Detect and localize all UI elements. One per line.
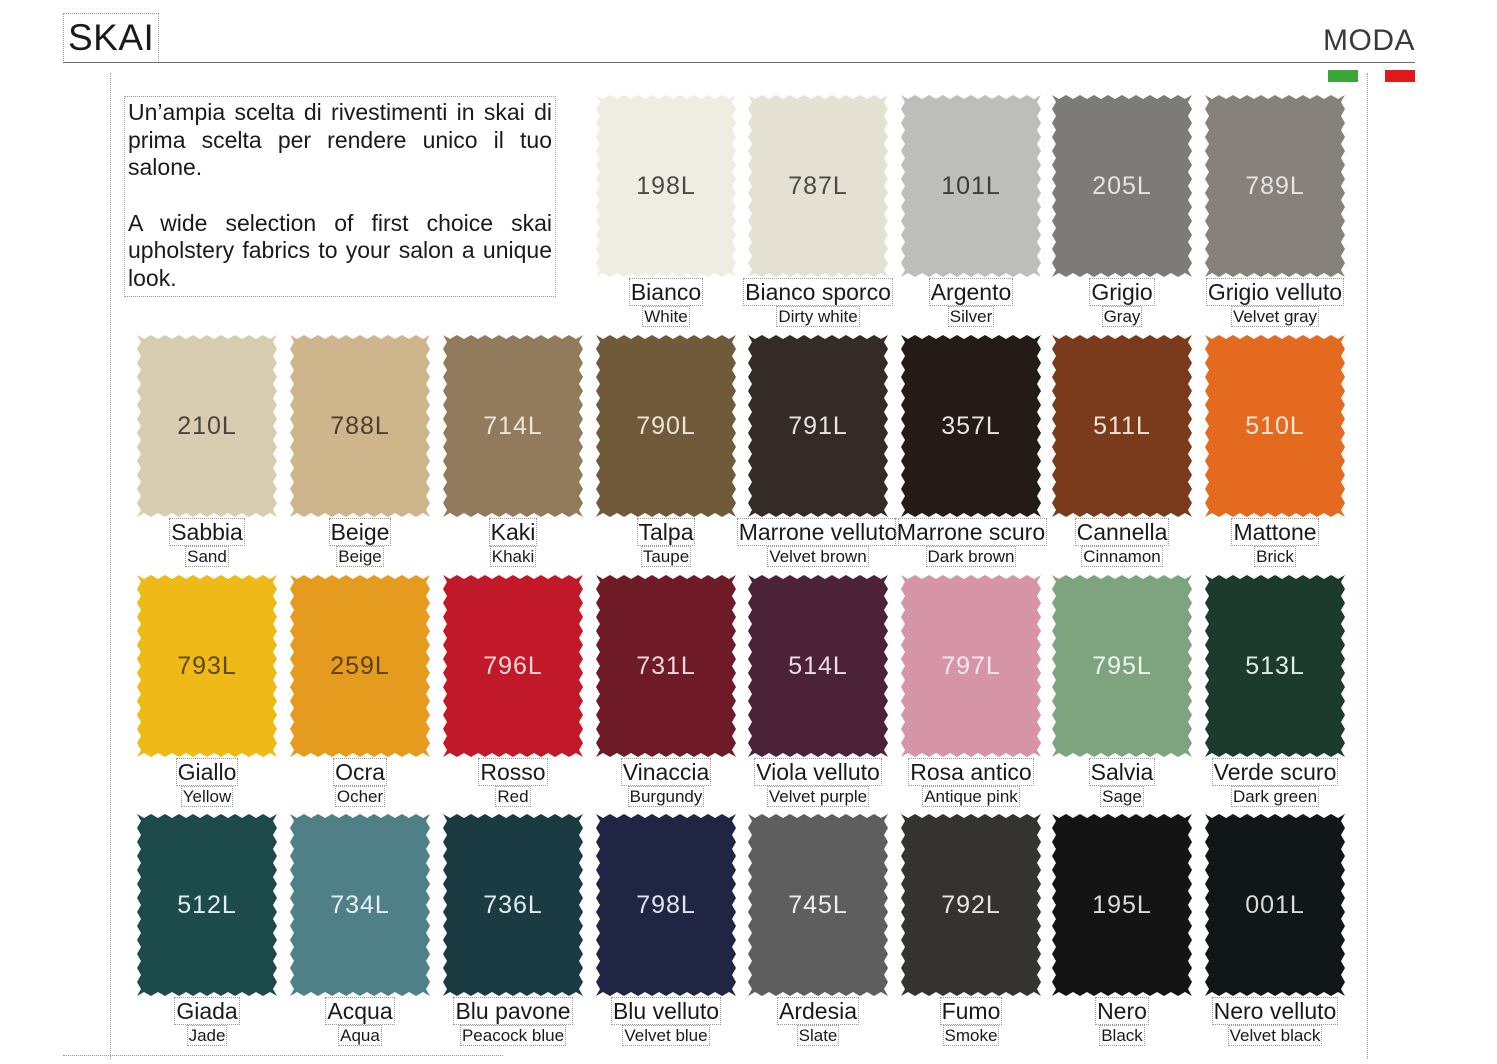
- swatch-translation-text: Red: [497, 787, 529, 806]
- swatch-translation-text: Taupe: [642, 547, 690, 566]
- swatch-name-text: Ardesia: [779, 998, 857, 1024]
- fabric-swatch: [137, 575, 277, 757]
- fabric-swatch: [1052, 95, 1192, 277]
- fabric-swatch: [901, 575, 1041, 757]
- swatch-code: 205L: [1092, 171, 1152, 200]
- swatch-name-text: Verde scuro: [1213, 759, 1337, 785]
- swatch-code: 745L: [788, 890, 848, 919]
- swatch-card: [290, 814, 430, 1064]
- swatch-card: [596, 575, 736, 825]
- swatch-code: 734L: [330, 890, 390, 919]
- fabric-swatch: [1052, 575, 1192, 757]
- fabric-swatch: [290, 575, 430, 757]
- swatch-translation-text: Peacock blue: [461, 1026, 565, 1045]
- swatch-name-text: Beige: [330, 519, 390, 545]
- swatch-card: [1205, 95, 1345, 345]
- swatch-card: [901, 95, 1041, 345]
- footer-rule: [63, 1055, 503, 1057]
- swatch-card: [596, 95, 736, 345]
- swatch-translation-text: Burgundy: [629, 787, 703, 806]
- fabric-swatch: [748, 814, 888, 996]
- intro-text-box: [124, 96, 556, 297]
- swatch-code: 513L: [1245, 651, 1305, 680]
- swatch-code: 198L: [636, 171, 696, 200]
- swatch-code: 512L: [177, 890, 237, 919]
- fabric-swatch: [1205, 575, 1345, 757]
- swatch-code: 714L: [483, 411, 543, 440]
- fabric-swatch: [443, 575, 583, 757]
- swatch-translation-text: Antique pink: [924, 787, 1018, 806]
- swatch-translation-text: Silver: [949, 307, 993, 326]
- swatch-name: [1185, 759, 1365, 785]
- swatch-translation: [1185, 307, 1365, 327]
- swatch-translation-text: Sand: [187, 547, 227, 566]
- brand-label: MODA: [1323, 24, 1415, 57]
- swatch-name-text: Nero: [1097, 998, 1147, 1024]
- swatch-name-text: Viola velluto: [756, 759, 880, 785]
- swatch-card: [443, 575, 583, 825]
- swatch-name-text: Sabbia: [171, 519, 243, 545]
- fabric-swatch: [137, 814, 277, 996]
- swatch-code: 787L: [788, 171, 848, 200]
- swatch-card: [290, 335, 430, 585]
- fabric-swatch: [443, 335, 583, 517]
- swatch-name-text: Nero velluto: [1213, 998, 1337, 1024]
- swatch-translation-text: Velvet purple: [768, 787, 868, 806]
- fabric-swatch: [901, 814, 1041, 996]
- swatch-name: [1185, 279, 1365, 305]
- swatch-translation-text: Velvet brown: [769, 547, 867, 566]
- swatch-name-text: Giallo: [177, 759, 237, 785]
- swatch-code: 510L: [1245, 411, 1305, 440]
- swatch-name-text: Giada: [176, 998, 238, 1024]
- swatch-name-text: Blu velluto: [612, 998, 720, 1024]
- swatch-translation: [1185, 547, 1365, 567]
- swatch-translation-text: Slate: [798, 1026, 838, 1045]
- swatch-code: 259L: [330, 651, 390, 680]
- fabric-swatch: [1052, 335, 1192, 517]
- fabric-swatch: [901, 95, 1041, 277]
- swatch-translation-text: Ocher: [336, 787, 384, 806]
- swatch-translation-text: Velvet blue: [624, 1026, 708, 1045]
- swatch-card: [137, 575, 277, 825]
- swatch-code: 001L: [1245, 890, 1305, 919]
- fabric-swatch: [443, 814, 583, 996]
- swatch-translation-text: Khaki: [491, 547, 535, 566]
- swatch-name-text: Marrone velluto: [738, 519, 898, 545]
- swatch-name-text: Vinaccia: [622, 759, 710, 785]
- fabric-swatch: [1205, 95, 1345, 277]
- swatch-name: [1185, 519, 1365, 545]
- swatch-translation-text: Gray: [1103, 307, 1141, 326]
- swatch-name-text: Marrone scuro: [896, 519, 1046, 545]
- swatch-translation-text: Velvet black: [1229, 1026, 1321, 1045]
- swatch-card: [443, 335, 583, 585]
- swatch-card: [901, 575, 1041, 825]
- swatch-code: 195L: [1092, 890, 1152, 919]
- swatch-translation-text: Brick: [1256, 547, 1294, 566]
- fabric-swatch: [1052, 814, 1192, 996]
- fabric-swatch: [596, 575, 736, 757]
- fabric-swatch: [596, 335, 736, 517]
- swatch-name-text: Fumo: [941, 998, 1001, 1024]
- swatch-card: [1052, 95, 1192, 345]
- italian-flag-red-icon: [1385, 70, 1415, 82]
- swatch-translation-text: Aqua: [340, 1026, 380, 1045]
- swatch-translation-text: Sage: [1102, 787, 1142, 806]
- swatch-code: 793L: [177, 651, 237, 680]
- swatch-code: 791L: [788, 411, 848, 440]
- fabric-swatch: [1205, 335, 1345, 517]
- swatch-code: 101L: [941, 171, 1001, 200]
- swatch-code: 796L: [483, 651, 543, 680]
- swatch-name-text: Kaki: [490, 519, 536, 545]
- swatch-translation-text: White: [644, 307, 688, 326]
- swatch-code: 792L: [941, 890, 1001, 919]
- swatch-name-text: Argento: [930, 279, 1012, 305]
- swatch-card: [1052, 814, 1192, 1064]
- swatch-name-text: Cannella: [1076, 519, 1168, 545]
- swatch-code: 795L: [1092, 651, 1152, 680]
- swatch-translation-text: Smoke: [944, 1026, 998, 1045]
- swatch-translation-text: Jade: [188, 1026, 226, 1045]
- fabric-swatch: [290, 335, 430, 517]
- fabric-swatch: [748, 95, 888, 277]
- swatch-code: 788L: [330, 411, 390, 440]
- swatch-card: [1052, 335, 1192, 585]
- fabric-swatch: [1205, 814, 1345, 996]
- swatch-name-text: Acqua: [327, 998, 393, 1024]
- swatch-card: [1052, 575, 1192, 825]
- swatch-code: 797L: [941, 651, 1001, 680]
- swatch-name: [1185, 998, 1365, 1024]
- fabric-swatch: [748, 335, 888, 517]
- swatch-translation-text: Cinnamon: [1083, 547, 1161, 566]
- swatch-card: [748, 575, 888, 825]
- swatch-name-text: Ocra: [335, 759, 385, 785]
- swatch-card: [137, 814, 277, 1064]
- swatch-card: [745, 95, 891, 345]
- swatch-name-text: Grigio: [1091, 279, 1153, 305]
- swatch-card: [137, 335, 277, 585]
- swatch-card: [596, 814, 736, 1064]
- header-rule: [63, 62, 1415, 63]
- swatch-name-text: Bianco: [630, 279, 702, 305]
- fabric-swatch: [596, 95, 736, 277]
- page-title: SKAI: [63, 13, 159, 63]
- swatch-translation-text: Beige: [338, 547, 382, 566]
- fabric-swatch: [596, 814, 736, 996]
- swatch-name-text: Bianco sporco: [745, 279, 891, 305]
- swatch-translation-text: Velvet gray: [1232, 307, 1318, 326]
- swatch-code: 798L: [636, 890, 696, 919]
- swatch-translation-text: Black: [1101, 1026, 1143, 1045]
- fabric-swatch: [901, 335, 1041, 517]
- swatch-code: 514L: [788, 651, 848, 680]
- swatch-card: [901, 814, 1041, 1064]
- swatch-translation-text: Dirty white: [778, 307, 858, 326]
- swatch-code: 736L: [483, 890, 543, 919]
- swatch-translation-text: Dark green: [1232, 787, 1318, 806]
- swatch-card: [896, 335, 1046, 585]
- swatch-code: 789L: [1245, 171, 1305, 200]
- swatch-card: [748, 814, 888, 1064]
- swatch-name-text: Talpa: [638, 519, 694, 545]
- swatch-code: 511L: [1093, 411, 1151, 440]
- swatch-translation-text: Yellow: [182, 787, 232, 806]
- swatch-translation-text: Dark brown: [927, 547, 1015, 566]
- fabric-swatch: [290, 814, 430, 996]
- swatch-name-text: Mattone: [1233, 519, 1317, 545]
- swatch-card: [1205, 575, 1345, 825]
- swatch-name-text: Salvia: [1090, 759, 1154, 785]
- swatch-card: [443, 814, 583, 1064]
- swatch-card: [1205, 335, 1345, 585]
- swatch-card: [596, 335, 736, 585]
- swatch-name-text: Blu pavone: [455, 998, 571, 1024]
- swatch-code: 210L: [177, 411, 237, 440]
- fabric-swatch: [748, 575, 888, 757]
- swatch-name-text: Rosa antico: [910, 759, 1032, 785]
- swatch-code: 731L: [636, 651, 696, 680]
- swatch-name-text: Grigio velluto: [1207, 279, 1343, 305]
- swatch-translation: [1185, 1026, 1365, 1046]
- swatch-translation: [1185, 787, 1365, 807]
- swatch-name-text: Rosso: [480, 759, 546, 785]
- intro-italian: Un’ampia scelta di rivestimenti in skai di prima scelta per rendere unico il tuo salone.: [128, 99, 552, 180]
- swatch-code: 790L: [636, 411, 696, 440]
- fabric-swatch: [137, 335, 277, 517]
- swatch-card: [738, 335, 898, 585]
- swatch-code: 357L: [941, 411, 1001, 440]
- intro-english: A wide selection of first choice skai upholstery fabrics to your salon a unique look.: [128, 209, 552, 291]
- swatch-card: [1205, 814, 1345, 1064]
- swatch-card: [290, 575, 430, 825]
